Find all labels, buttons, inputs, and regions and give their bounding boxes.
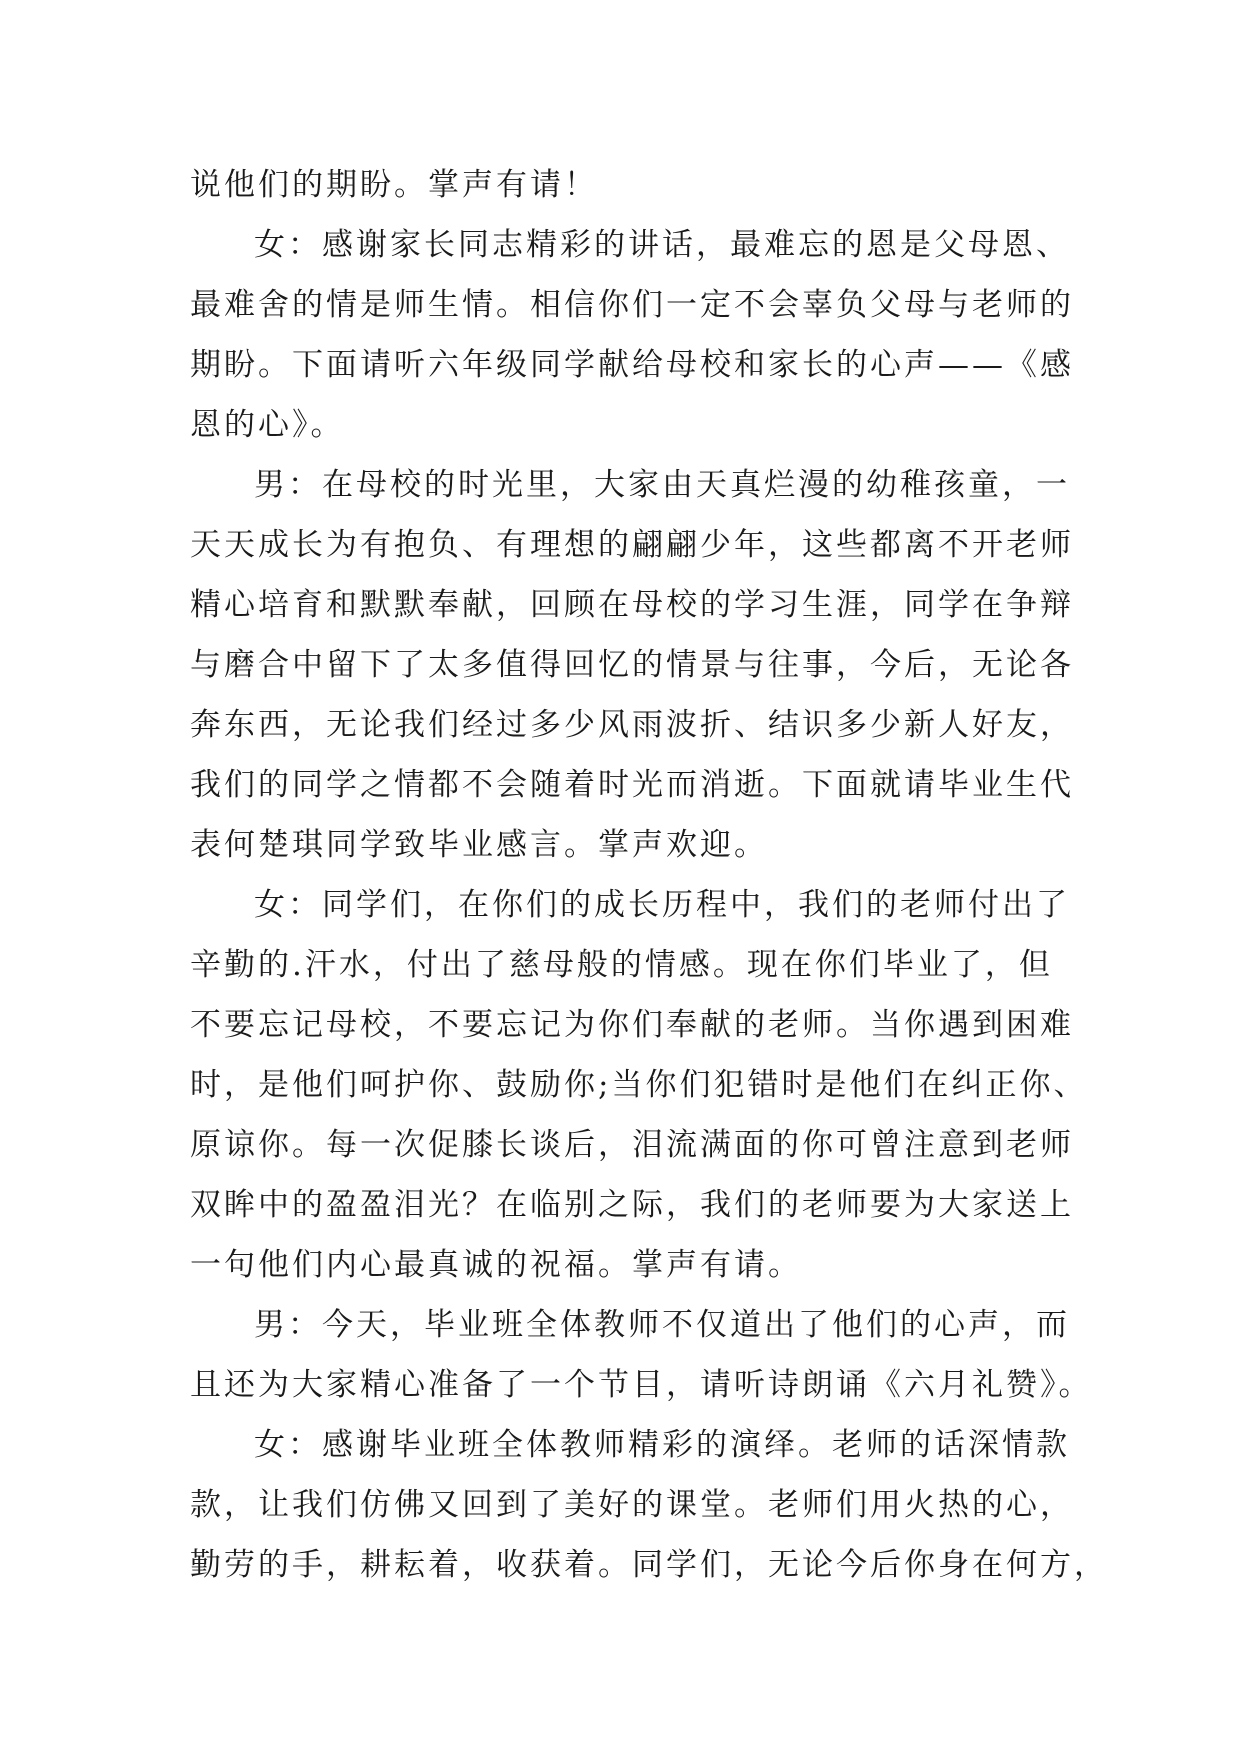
text-line: 辛勤的.汗水，付出了慈母般的情感。现在你们毕业了，但 xyxy=(190,947,1053,983)
text-line: 男：今天，毕业班全体教师不仅道出了他们的心声，而 xyxy=(254,1307,1070,1343)
text-line: 勤劳的手，耕耘着，收获着。同学们，无论今后你身在何方， xyxy=(190,1547,1108,1583)
text-line: 款，让我们仿佛又回到了美好的课堂。老师们用火热的心， xyxy=(190,1487,1074,1523)
text-line: 说他们的期盼。掌声有请！ xyxy=(190,167,598,203)
text-line: 且还为大家精心准备了一个节目，请听诗朗诵《六月礼赞》。 xyxy=(190,1367,1093,1403)
text-line: 男：在母校的时光里，大家由天真烂漫的幼稚孩童，一 xyxy=(254,467,1070,503)
text-line: 女：感谢毕业班全体教师精彩的演绎。老师的话深情款 xyxy=(254,1427,1070,1463)
text-line: 不要忘记母校，不要忘记为你们奉献的老师。当你遇到困难 xyxy=(190,1007,1074,1043)
text-line: 原谅你。每一次促膝长谈后，泪流满面的你可曾注意到老师 xyxy=(190,1127,1074,1163)
text-line: 表何楚琪同学致毕业感言。掌声欢迎。 xyxy=(190,827,768,863)
document-body xyxy=(190,155,1108,1595)
text-line: 女：同学们，在你们的成长历程中，我们的老师付出了 xyxy=(254,887,1070,923)
text-line: 双眸中的盈盈泪光？在临别之际，我们的老师要为大家送上 xyxy=(190,1187,1074,1223)
text-line: 精心培育和默默奉献，回顾在母校的学习生涯，同学在争辩 xyxy=(190,587,1074,623)
text-line: 期盼。下面请听六年级同学献给母校和家长的心声——《感 xyxy=(190,347,1074,383)
text-line: 奔东西，无论我们经过多少风雨波折、结识多少新人好友， xyxy=(190,707,1074,743)
text-line: 恩的心》。 xyxy=(190,407,345,443)
text-line: 时，是他们呵护你、鼓励你;当你们犯错时是他们在纠正你、 xyxy=(190,1067,1088,1103)
text-line: 与磨合中留下了太多值得回忆的情景与往事，今后，无论各 xyxy=(190,647,1074,683)
text-line: 女：感谢家长同志精彩的讲话，最难忘的恩是父母恩、 xyxy=(254,227,1070,263)
text-line: 我们的同学之情都不会随着时光而消逝。下面就请毕业生代 xyxy=(190,767,1074,803)
text-line: 天天成长为有抱负、有理想的翩翩少年，这些都离不开老师 xyxy=(190,527,1074,563)
text-line: 一句他们内心最真诚的祝福。掌声有请。 xyxy=(190,1247,802,1283)
text-line: 最难舍的情是师生情。相信你们一定不会辜负父母与老师的 xyxy=(190,287,1074,323)
